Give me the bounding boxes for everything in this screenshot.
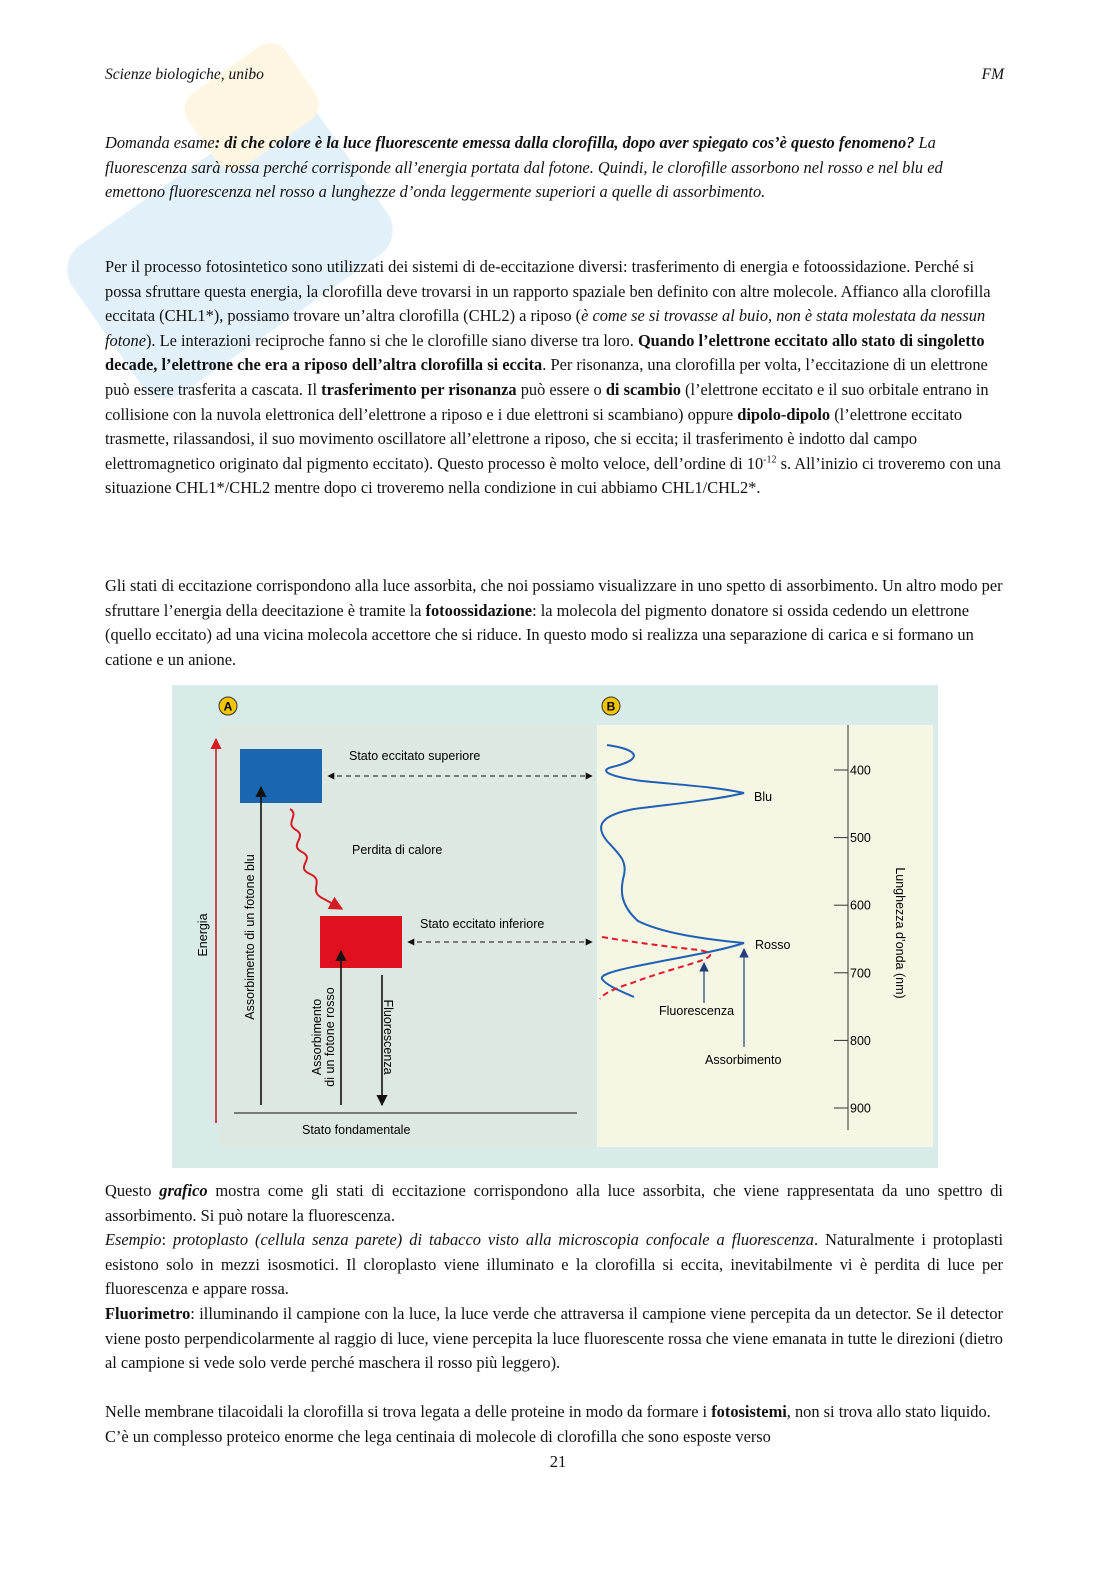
- red-absorption-label-1: Assorbimento: [310, 998, 324, 1076]
- upper-excited-state-box: [240, 749, 322, 803]
- page-number: 21: [549, 1452, 567, 1471]
- red-peak-label: Rosso: [755, 938, 791, 952]
- photosystems-paragraph: [105, 1400, 1003, 1449]
- text-run: dipolo-dipolo: [737, 404, 831, 424]
- exponent: -12: [763, 454, 777, 466]
- upper-state-label: Stato eccitato superiore: [349, 749, 481, 763]
- text-run: trasferimento per risonanza: [321, 379, 517, 399]
- text-run: . Naturalmente i protoplasti esistono solo in mezzi isosmotici. Il cloroplasto viene illuminato e la clorofilla si eccita, inevitabilmente vi è perdita di luce per fluorescenza e appare rossa.: [105, 1230, 1004, 1299]
- photooxidation-paragraph: [105, 574, 1003, 672]
- text-run: Quando l’elettrone eccitato allo stato di singoletto decade, l’elettrone che era a riposo dell’altra clorofilla si eccita: [105, 330, 985, 375]
- text-run: :: [161, 1230, 174, 1250]
- tick-label: 600: [850, 898, 871, 913]
- figure-svg: [172, 685, 938, 1168]
- text-run: fotosistemi: [711, 1402, 787, 1421]
- ground-state-label: Stato fondamentale: [302, 1123, 411, 1137]
- panel-a-label: A: [223, 699, 233, 714]
- text-run: Gli stati di eccitazione corrispondono alla luce assorbita, che noi possiamo visualizzare in uno spetto di assorbimento. Un altro modo per sfruttare l’energia della deecitazione è tramite la: [105, 576, 1003, 620]
- text-run: ). Le interazioni reciproche fanno si che le clorofille siano diverse tra loro.: [145, 330, 638, 350]
- tick-label: 800: [850, 1033, 871, 1048]
- excitation-figure: [172, 685, 938, 1168]
- header-left: Scienze biologiche, unibo: [105, 66, 264, 83]
- wavelength-axis-label: Lunghezza d’onda (nm): [893, 867, 907, 999]
- text-run: , non si trova allo stato liquido. C’è un complesso proteico enorme che lega centinaia di molecole di clorofilla che sono esposte verso: [105, 1402, 991, 1446]
- red-absorption-label-2: di un fotone rosso: [323, 987, 337, 1087]
- tick-label: 700: [850, 966, 871, 981]
- text-run: (l’elettrone eccitato trasmette, rilassandosi, il suo movimento oscillatore all’elettrone a riposo, che si eccita; il trasferimento è indotto dal campo elettromagnetico originato dal pigmento eccitato). Questo processo è molto veloce, dell’ordine di 10: [105, 404, 963, 473]
- fluorescence-label: Fluorescenza: [659, 1004, 735, 1018]
- tick-label: 900: [850, 1101, 871, 1116]
- text-run: : illuminando il campione con la luce, la luce verde che attraversa il campione viene percepita da un detector. Se il detector viene posto perpendicolarmente al raggio di luce, viene percepita la luce fluorescente rossa che viene emanata in tutte le direzioni (dietro al campione si vede solo verde perché maschera il rosso più leggero).: [105, 1303, 1003, 1373]
- text-run: è come se si trovasse al buio, non è stata molestata da nessun fotone: [105, 306, 986, 350]
- header-right: FM: [981, 66, 1004, 83]
- text-run: (l’elettrone eccitato e il suo orbitale entrano in collisione con la nuvola elettronica dell’elettrone a riposo e i due elettroni si scambiano) oppure: [105, 379, 989, 424]
- fluorescence-vertical-label: Fluorescenza: [381, 999, 395, 1075]
- text-run: Fluorimetro: [105, 1303, 191, 1323]
- text-run: grafico: [159, 1181, 208, 1200]
- panel-b-area: [597, 725, 933, 1147]
- blue-peak-label: Blu: [754, 790, 773, 804]
- text-run: s. All’inizio ci troveremo con una situazione CHL1*/CHL2 mentre dopo ci troveremo nella condizione in cui abbiamo CHL1/CHL2*.: [105, 453, 1001, 498]
- exam-label: Domanda esame: [105, 133, 215, 152]
- exam-question-paragraph: [105, 131, 1003, 205]
- lower-state-label: Stato eccitato inferiore: [420, 917, 545, 931]
- exam-answer: La fluorescenza sarà rossa perché corrisponde all’energia portata dal fotone. Quindi, le clorofille assorbono nel rosso e nel blu ed emettono fluorescenza nel rosso a lunghezze d’onda leggermente superiori a quelle di assorbimento.: [105, 133, 943, 202]
- text-run: . Per risonanza, una clorofilla per volta, l’eccitazione di un elettrone può essere trasferita a cascata. Il: [105, 355, 988, 399]
- text-run: protoplasto (cellula senza parete) di tabacco visto alla microscopia confocale a fluorescenza: [173, 1230, 815, 1250]
- text-run: Per il processo fotosintetico sono utilizzati dei sistemi di de-eccitazione diversi: trasferimento di energia e fotoossidazione. Perché si possa sfruttare questa energia, la clorofilla deve trovarsi in un rapporto spaziale ben definito con altre molecole. Affianco alla clorofilla eccitata (CHL1*), possiamo trovare un’altra clorofilla (CHL2) a riposo (: [105, 257, 991, 326]
- lower-excited-state-box: [320, 916, 402, 968]
- blue-absorption-label: Assorbimento di un fotone blu: [243, 854, 257, 1020]
- text-run: Esempio: [105, 1230, 162, 1250]
- text-run: mostra come gli stati di eccitazione corrispondono alla luce assorbita, che viene rappresentata da uno spettro di assorbimento. Si può notare la fluorescenza.: [105, 1181, 1003, 1225]
- panel-b-label: B: [606, 699, 616, 714]
- absorption-label: Assorbimento: [705, 1053, 782, 1067]
- tick-label: 400: [850, 763, 871, 778]
- graph-caption-paragraph: [105, 1179, 1003, 1376]
- tick-label: 500: [850, 831, 871, 846]
- text-run: Questo: [105, 1181, 160, 1200]
- energy-label: Energia: [196, 913, 210, 957]
- text-run: : la molecola del pigmento donatore si ossida cedendo un elettrone (quello eccitato) ad una vicina molecola accettore che si riduce. In questo modo si realizza una separazione di carica e si formano un catione e un anione.: [105, 600, 974, 669]
- text-run: può essere o: [516, 379, 606, 399]
- exam-question: : di che colore è la luce fluorescente emessa dalla clorofilla, dopo aver spiegato cos’è questo fenomeno?: [214, 133, 915, 152]
- text-run: di scambio: [605, 379, 681, 399]
- heat-loss-label: Perdita di calore: [352, 843, 443, 857]
- deexcitation-paragraph: [105, 255, 1003, 501]
- text-run: Nelle membrane tilacoidali la clorofilla si trova legata a delle proteine in modo da formare i: [105, 1402, 712, 1421]
- text-run: fotoossidazione: [425, 600, 533, 620]
